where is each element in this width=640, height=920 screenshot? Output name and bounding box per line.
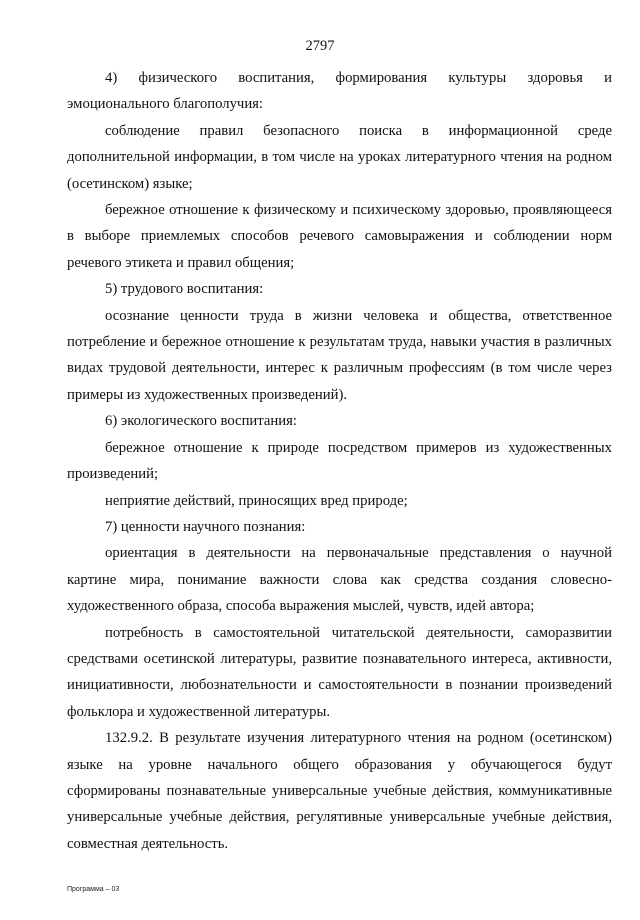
footer-program-label: Программа – 03 [67, 886, 120, 893]
page-number: 2797 [305, 38, 335, 54]
document-body [67, 65, 612, 857]
paragraph-labor-education-heading: 5) трудового воспитания: [105, 281, 264, 298]
paragraph-world-view: ориентация в деятельности на первоначальные представления о научной картине мира, понимание важности слова как средства создания словесно-художественного образа, способа выражения мыслей, чувств, идей автора; [67, 545, 612, 615]
paragraph-section-132-9-2: 132.9.2. В результате изучения литературного чтения на родном (осетинском) языке на уровне начального общего образования у обучающегося будут сформированы познавательные универсальные учебные действия, коммуникативные универсальные учебные действия, регулятивные универсальные учебные действия, совместная деятельность. [67, 730, 612, 852]
paragraph-science-heading: 7) ценности научного познания: [105, 518, 306, 535]
paragraph-health-attitude: бережное отношение к физическому и психическому здоровью, проявляющееся в выборе приемлемых способов речевого самовыражения и соблюдении норм речевого этикета и правил общения; [67, 202, 612, 271]
paragraph-safe-search: соблюдение правил безопасного поиска в информационной среде дополнительной информации, в том числе на уроках литературного чтения на родном (осетинском) языке; [67, 122, 612, 192]
paragraph-nature-attitude: бережное отношение к природе посредством примеров из художественных произведений; [67, 439, 612, 483]
paragraph-reading-need: потребность в самостоятельной читательской деятельности, саморазвитии средствами осетинской литературы, развитие познавательного интереса, активности, инициативности, любознательности и самостоятельности в познании произведений фольклора и художественной литературы. [67, 624, 612, 720]
paragraph-nature-harm: неприятие действий, приносящих вред природе; [105, 492, 408, 509]
paragraph-labor-value: осознание ценности труда в жизни человека и общества, ответственное потребление и бережное отношение к результатам труда, навыки участия в различных видах трудовой деятельности, интерес к различным профессиям (в том числе через примеры из художественных произведений). [67, 307, 612, 403]
paragraph-physical-education-heading: 4) физического воспитания, формирования культуры здоровья и эмоционального благополучия: [67, 70, 612, 113]
paragraph-ecology-heading: 6) экологического воспитания: [105, 413, 297, 430]
